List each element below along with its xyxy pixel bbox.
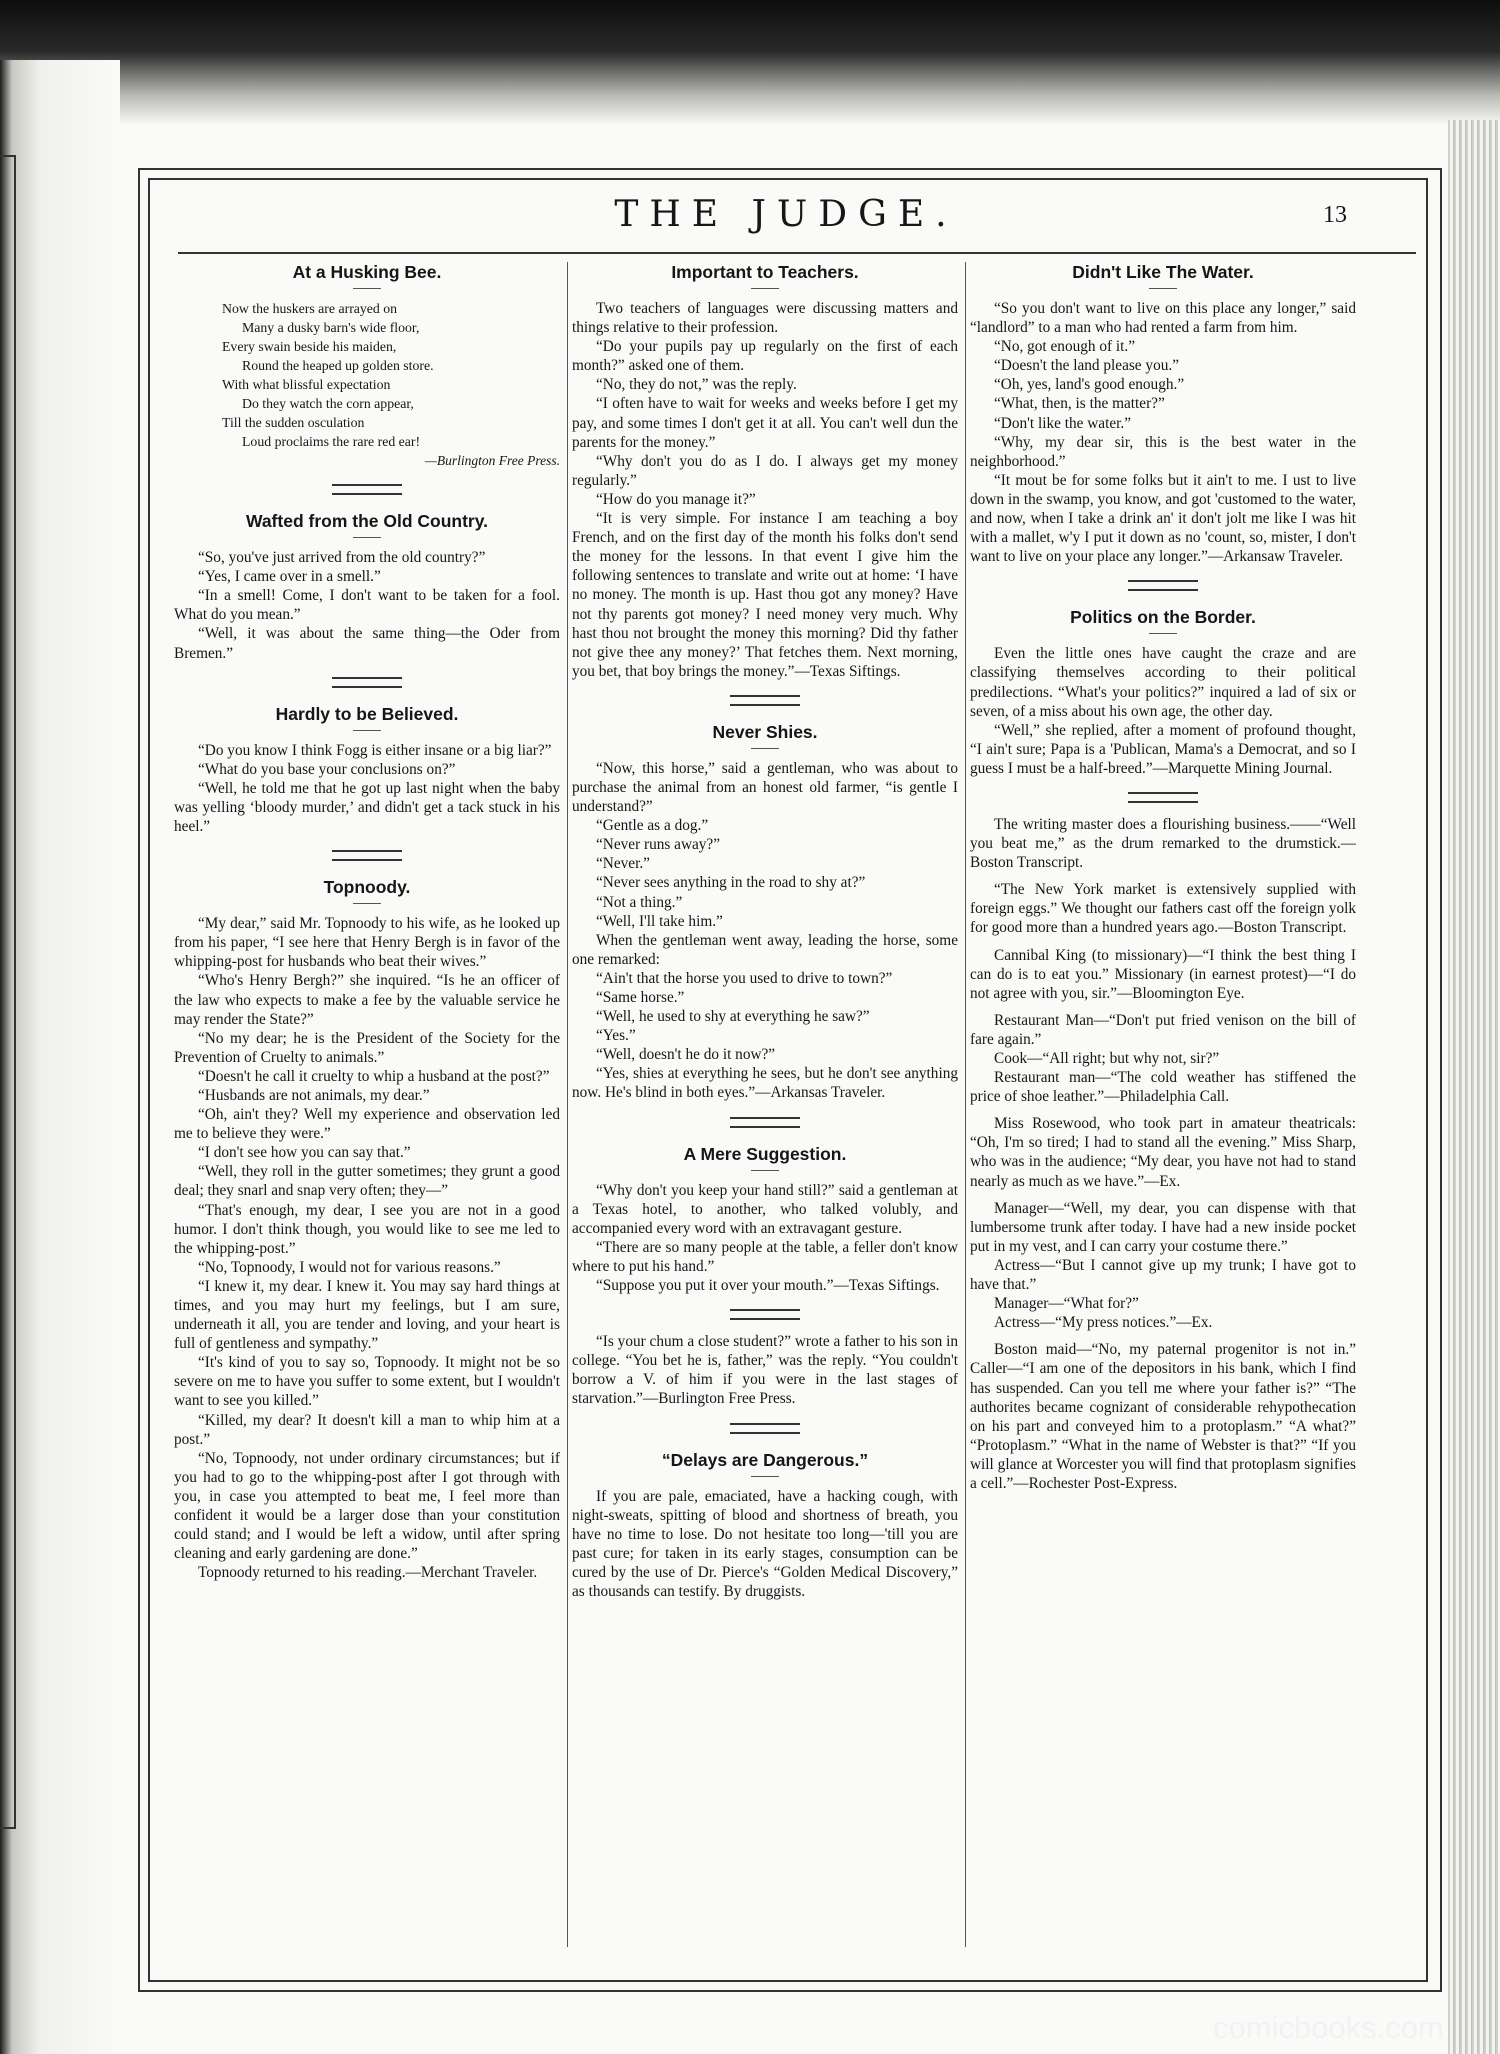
paragraph: “No my dear; he is the President of the Society for the Prevention of Cruelty to animals.”: [174, 1029, 560, 1066]
paragraph: Actress—“My press notices.”—Ex.: [994, 1314, 1213, 1332]
paragraph: “So you don't want to live on this place any longer,” said “landlord” to a man who had rented a farm from him.: [970, 300, 1356, 337]
paragraph: When the gentleman went away, leading the horse, some one remarked:: [572, 931, 958, 968]
section-separator: [1128, 792, 1198, 803]
paragraph: Restaurant man—“The cold weather has stiffened the price of shoe leather.”—Philadelphia Call.: [970, 1069, 1356, 1106]
paragraph: “Do your pupils pay up regularly on the first of each month?” asked one of them.: [572, 338, 958, 375]
paragraph: “Well,” she replied, after a moment of profound thought, “I ain't sure; Papa is a 'Publican, Mama's a Democrat, and so I guess I must be a half-breed.”—Marquette Mining Journal.: [970, 721, 1356, 777]
paragraph: If you are pale, emaciated, have a hacking cough, with night-sweats, spitting of blood and shortness of breath, you have no time to lose. Do not hesitate too long—'till you are past cure; for taken in its early stages, consumption can be cured by the use of Dr. Pierce's “Golden Medical Discovery,” as thousands can testify. By druggists.: [572, 1487, 958, 1600]
paragraph: “No, Topnoody, not under ordinary circumstances; but if you had to go to the whipping-post after I got through with you, in case you attempted to beat me, I feel more than confident it would be a larger dose than your constitution could stand; and I would be left a widow, until after spring cleaning and early gardening are done.”: [174, 1449, 560, 1563]
paragraph: “Who's Henry Bergh?” she inquired. “Is he an officer of the law who expects to make a fee by the valuable service he may render the State?”: [174, 972, 560, 1028]
paragraph: Cook—“All right; but why not, sir?”: [994, 1050, 1220, 1067]
article-title: Never Shies.: [712, 721, 818, 742]
paragraph: “Is your chum a close student?” wrote a father to his son in college. “You bet he is, father,” was the reply. “You couldn't borrow a V. of him if you were in the last stages of starvation.”—Burlington Free Press.: [572, 1333, 958, 1408]
byline: —Burlington Free Press.: [424, 453, 560, 468]
paragraph: “What do you base your conclusions on?”: [198, 760, 456, 778]
paragraph: “Husbands are not animals, my dear.”: [198, 1086, 430, 1104]
paragraph: “No, got enough of it.”: [994, 338, 1136, 356]
paragraph: “So, you've just arrived from the old country?”: [198, 549, 486, 567]
paragraph: “The New York market is extensively supplied with foreign eggs.” We thought our fathers cast off the foreign yolk for good more than a hundred years ago.—Boston Transcript.: [970, 881, 1356, 937]
paragraph: “I don't see how you can say that.”: [198, 1144, 411, 1162]
paragraph: “Yes, I came over in a smell.”: [198, 568, 381, 586]
paragraph: “Don't like the water.”: [994, 414, 1131, 432]
paragraph: “What, then, is the matter?”: [994, 395, 1165, 413]
title-rule: [353, 903, 381, 904]
poem-line: Till the sudden osculation: [222, 415, 365, 430]
column-3: [970, 258, 1356, 1958]
paragraph: Two teachers of languages were discussing matters and things relative to their profession.: [572, 300, 958, 337]
poem-line: Loud proclaims the rare red ear!: [242, 434, 421, 449]
column-divider-2: [965, 262, 966, 1947]
paragraph: “Suppose you put it over your mouth.”—Texas Siftings.: [596, 1277, 940, 1295]
paragraph: “Never sees anything in the road to shy at?”: [596, 874, 866, 892]
paragraph: “Doesn't the land please you.”: [994, 357, 1179, 375]
section-separator: [332, 484, 402, 495]
article-title: Important to Teachers.: [671, 262, 859, 282]
paragraph: “Well, he used to shy at everything he saw?”: [596, 1008, 870, 1026]
article-title: A Mere Suggestion.: [683, 1143, 847, 1164]
column-1: [174, 258, 560, 1958]
poem-line: Round the heaped up golden store.: [242, 358, 434, 373]
left-page-binding: [0, 60, 120, 2054]
section-separator: [332, 850, 402, 861]
paragraph: “Why, my dear sir, this is the best water in the neighborhood.”: [970, 433, 1356, 470]
title-rule: [353, 537, 381, 538]
poem-line: Now the huskers are arrayed on: [222, 301, 398, 316]
article-title: Hardly to be Believed.: [275, 703, 459, 724]
paragraph: “I often have to wait for weeks and weeks before I get my pay, and some times I don't get it at all. You can't well dun the parents for the money.”: [572, 395, 958, 451]
poem-line: Many a dusky barn's wide floor,: [242, 320, 420, 335]
page-number: 13: [1323, 202, 1347, 228]
article-title: “Delays are Dangerous.”: [661, 1449, 869, 1470]
paragraph: “Well, he told me that he got up last night when the baby was yelling ‘bloody murder,’ and didn't get a tack stuck in his heel.”: [174, 779, 560, 836]
paragraph: “Oh, ain't they? Well my experience and observation led me to believe they were.”: [174, 1106, 560, 1143]
section-separator: [730, 1117, 800, 1128]
paragraph: “Do you know I think Fogg is either insane or a big liar?”: [198, 741, 552, 759]
paragraph: “It mout be for some folks but it ain't to me. I ust to live down in the swamp, you know, and got 'customed to the water, and now, when I take a drink an' it don't jolt me like I was hit with a mallet, w'y I put it down as no 'count, so, mister, I don't want to live on your place any longer.”—Arkansaw Traveler.: [970, 471, 1356, 566]
paragraph: “Well, it was about the same thing—the Oder from Bremen.”: [174, 625, 560, 662]
section-separator: [1128, 580, 1198, 591]
paragraph: “It's kind of you to say so, Topnoody. It might not be so severe on me to have you suffer to some extent, but I wouldn't want to see you killed.”: [174, 1354, 560, 1410]
masthead-title: THE JUDGE.: [614, 194, 958, 235]
paragraph: “Yes, shies at everything he sees, but he don't see anything now. He's blind in both eyes.”—Arkansas Traveler.: [572, 1065, 958, 1102]
stacked-page-edges: [1448, 120, 1500, 2054]
paragraph: The writing master does a flourishing business.——“Well you beat me,” as the drum remarked to the drumstick.—Boston Transcript.: [970, 815, 1356, 872]
title-rule: [751, 1476, 779, 1477]
paragraph: “How do you manage it?”: [596, 490, 756, 508]
paragraph: Boston maid—“No, my paternal progenitor is not in.” Caller—“I am one of the depositors in his bank, which I find has suspended. Can you tell me where your father is?” “The authorites became cognizant of considerable rehypothecation on his part and conveyed him to a protoplasm.” “A what?” “Protoplasm.” “What in the name of Webster is that?” “If you will glance at Worcester you will find that protoplasm signifies a cell.”—Rochester Post-Express.: [970, 1341, 1356, 1492]
section-separator: [730, 695, 800, 706]
title-rule: [1149, 633, 1177, 634]
paragraph: “Ain't that the horse you used to drive to town?”: [596, 969, 893, 987]
title-rule: [751, 1170, 779, 1171]
article-title: Topnoody.: [323, 877, 411, 898]
title-rule: [353, 730, 381, 731]
paragraph: Manager—“What for?”: [994, 1295, 1139, 1313]
title-rule: [751, 288, 779, 289]
title-rule: [1149, 288, 1177, 289]
paragraph: “No, Topnoody, I would not for various reasons.”: [198, 1258, 501, 1276]
paragraph: “Doesn't he call it cruelty to whip a husband at the post?”: [198, 1067, 550, 1085]
paragraph: Actress—“But I cannot give up my trunk; I have got to have that.”: [970, 1256, 1356, 1294]
paragraph: “Why don't you do as I do. I always get my money regularly.”: [572, 452, 958, 489]
previous-page-border: [0, 155, 16, 1829]
paragraph: “It is very simple. For instance I am teaching a boy French, and on the first day of the month his folks don't send the money for the lessons. In that event I give him the following sentences to translate and write out at home: ‘I have no money. The month is up. Hast thou got any money? Have not thy parents got money? I need money very much. Why hast thou not brought the money this morning? Did thy father not give thee any money?’ That fetches them. Next morning, you bet, that boy brings the money.”—Texas Siftings.: [572, 510, 958, 680]
paragraph: “No, they do not,” was the reply.: [596, 376, 797, 394]
paragraph: “Yes.”: [596, 1027, 636, 1045]
paragraph: “My dear,” said Mr. Topnoody to his wife, as he looked up from his paper, “I see here that Henry Bergh is in favor of the whipping-post for husbands who beat their wives.”: [174, 915, 560, 971]
paragraph: Even the little ones have caught the craze and are classifying themselves according to their political predilections. “What's your politics?” inquired a lad of six or seven, of a miss about his own age, the other day.: [970, 645, 1356, 720]
paragraph: “Well, I'll take him.”: [596, 912, 723, 930]
header-rule: [178, 252, 1416, 254]
article-title: Wafted from the Old Country.: [245, 511, 489, 532]
paragraph: “There are so many people at the table, a feller don't know where to put his hand.”: [572, 1238, 958, 1275]
article-title: At a Husking Bee.: [292, 262, 442, 282]
paragraph: “Not a thing.”: [596, 893, 683, 911]
section-separator: [730, 1423, 800, 1434]
title-rule: [751, 748, 779, 749]
column-divider-1: [567, 262, 568, 1947]
top-shadow: [0, 0, 1500, 125]
poem-line: With what blissful expectation: [222, 377, 391, 392]
paragraph: Topnoody returned to his reading.—Merchant Traveler.: [198, 1564, 538, 1582]
paragraph: “Well, doesn't he do it now?”: [596, 1046, 776, 1064]
article-title: Politics on the Border.: [1070, 607, 1256, 628]
paragraph: “Killed, my dear? It doesn't kill a man to whip him at a post.”: [174, 1411, 560, 1448]
paragraph: “Same horse.”: [596, 989, 685, 1006]
paragraph: “Oh, yes, land's good enough.”: [994, 376, 1185, 394]
section-separator: [730, 1309, 800, 1320]
paragraph: “Never runs away?”: [596, 836, 721, 854]
paragraph: Cannibal King (to missionary)—“I think the best thing I can do is to eat you.” Missionary (in earnest protest)—“I do not agree with you, sir.”—Bloomington Eye.: [970, 946, 1356, 1002]
watermark: comicbooks.com: [1213, 2010, 1444, 2045]
section-separator: [332, 677, 402, 688]
paragraph: “Gentle as a dog.”: [596, 817, 709, 835]
column-2: [572, 258, 958, 1958]
poem: [222, 299, 560, 451]
paragraph: “Never.”: [596, 855, 650, 873]
poem-line: Every swain beside his maiden,: [222, 339, 397, 354]
paragraph: Restaurant Man—“Don't put fried venison on the bill of fare again.”: [970, 1011, 1356, 1048]
paragraph: “That's enough, my dear, I see you are not in a good humor. I don't think though, you would like to see me led to the whipping-post.”: [174, 1201, 560, 1257]
paragraph: “Why don't you keep your hand still?” said a gentleman at a Texas hotel, to another, who talked volubly, and accompanied every word with an extravagant gesture.: [572, 1181, 958, 1237]
paragraph: Manager—“Well, my dear, you can dispense with that lumbersome trunk after today. I have had a new inside pocket put in my vest, and I can carry your costume there.”: [970, 1199, 1356, 1255]
paragraph: “In a smell! Come, I don't want to be taken for a fool. What do you mean.”: [174, 587, 560, 624]
article-title: Didn't Like The Water.: [1072, 262, 1254, 282]
paragraph: “Well, they roll in the gutter sometimes; they grunt a good deal; they snarl and snap very often; they—”: [174, 1163, 560, 1200]
poem-line: Do they watch the corn appear,: [242, 396, 414, 411]
paragraph: “Now, this horse,” said a gentleman, who was about to purchase the animal from an honest old farmer, “is gentle I understand?”: [572, 759, 958, 816]
title-rule: [353, 288, 381, 289]
paragraph: “I knew it, my dear. I knew it. You may say hard things at times, and you may hurt my feelings, but I am sure, underneath it all, you are tender and loving, and your heart is full of gentleness and sympathy.”: [174, 1277, 560, 1353]
paragraph: Miss Rosewood, who took part in amateur theatricals: “Oh, I'm so tired; I had to stand all the evening.” Miss Sharp, who was in the audience; “My dear, you have not had to stand nearly as much as we have.”—Ex.: [970, 1115, 1356, 1190]
